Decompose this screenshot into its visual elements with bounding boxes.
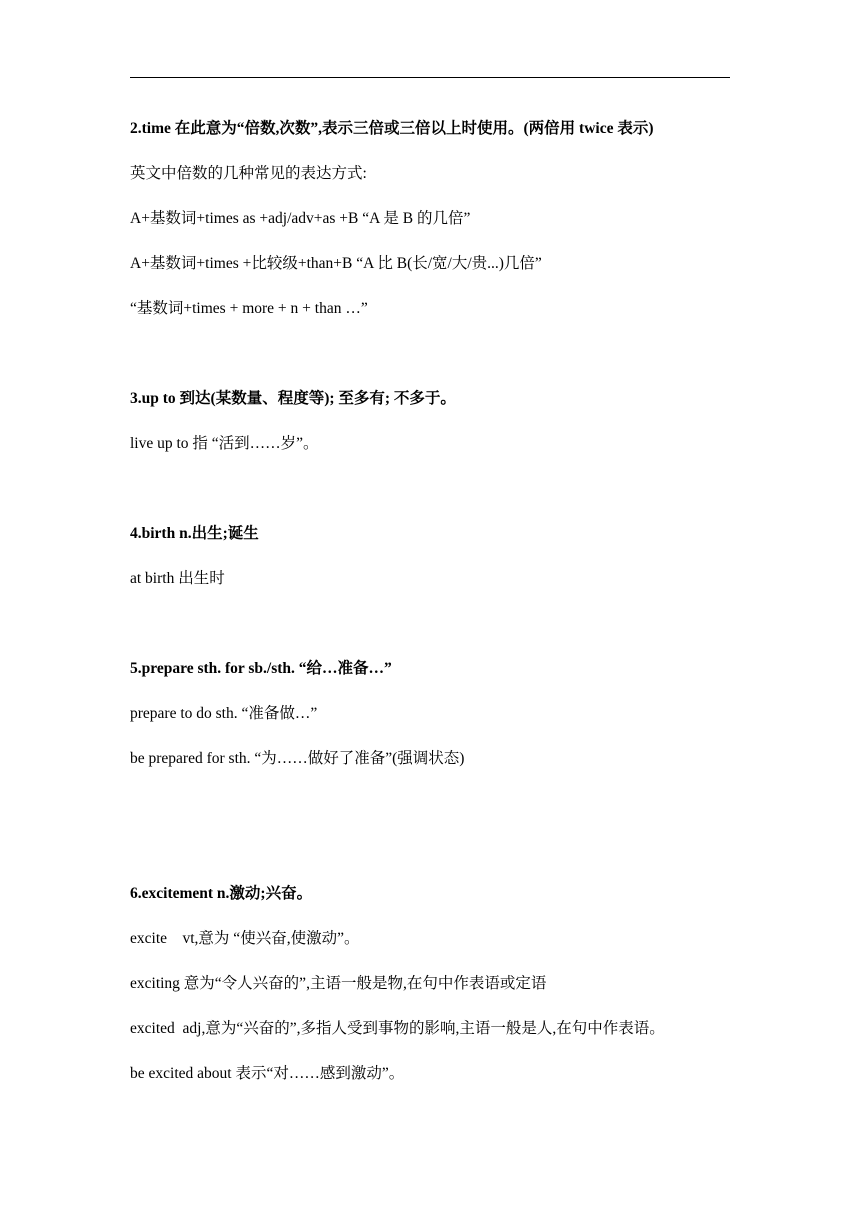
text-line: excited adj,意为“兴奋的”,多指人受到事物的影响,主语一般是人,在句中作表语。 [130, 1020, 665, 1037]
text-line: be prepared for sth. “为……做好了准备”(强调状态) [130, 750, 465, 767]
text-line: 英文中倍数的几种常见的表达方式: [130, 165, 367, 182]
text-line: exciting 意为“令人兴奋的”,主语一般是物,在句中作表语或定语 [130, 975, 547, 992]
header-rule [130, 77, 730, 78]
section-heading-up-to: 3.up to 到达(某数量、程度等); 至多有; 不多于。 [130, 390, 456, 407]
text-line: excite vt,意为 “使兴奋,使激动”。 [130, 930, 360, 947]
text-line: prepare to do sth. “准备做…” [130, 705, 318, 722]
section-heading-prepare: 5.prepare sth. for sb./sth. “给…准备…” [130, 660, 392, 677]
section-heading-excitement: 6.excitement n.激动;兴奋。 [130, 885, 313, 902]
text-line: live up to 指 “活到……岁”。 [130, 435, 319, 452]
text-line: A+基数词+times as +adj/adv+as +B “A 是 B 的几倍” [130, 210, 471, 227]
section-heading-time: 2.time 在此意为“倍数,次数”,表示三倍或三倍以上时使用。(两倍用 twice 表示) [130, 120, 654, 137]
text-line: at birth 出生时 [130, 570, 225, 587]
section-heading-birth: 4.birth n.出生;诞生 [130, 525, 259, 542]
text-line: be excited about 表示“对……感到激动”。 [130, 1065, 405, 1082]
text-line: “基数词+times + more + n + than …” [130, 300, 368, 317]
text-line: A+基数词+times +比较级+than+B “A 比 B(长/宽/大/贵...)几倍” [130, 255, 542, 272]
